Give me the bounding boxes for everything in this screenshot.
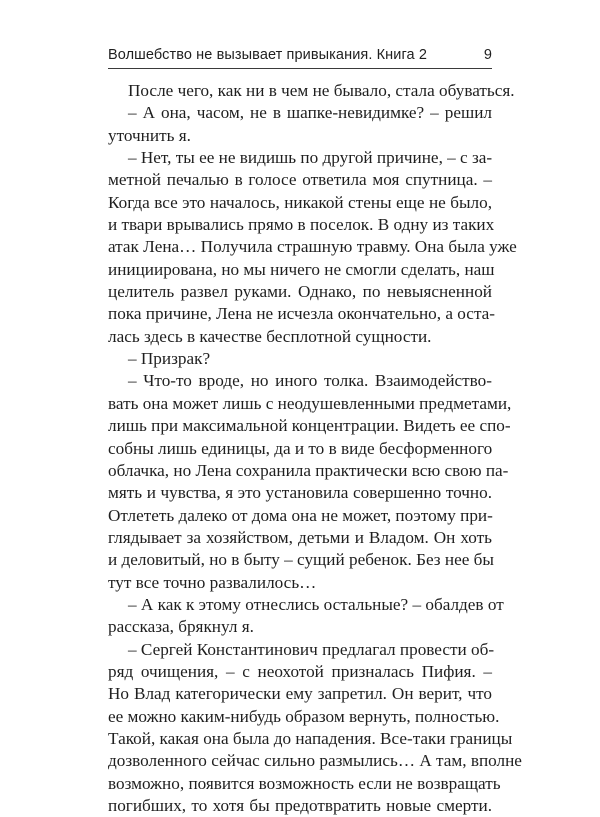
book-title: Волшебство не вызывает привыкания. Книга 2 [108, 47, 427, 63]
text-line: метной печалью в голосе ответила моя спутница. – [108, 170, 492, 190]
text-line: пока причине, Лена не исчезла окончательно, а оста- [108, 304, 496, 324]
text-line: вать она может лишь с неодушевленными предметами, [108, 393, 512, 413]
text-line: уточнить я. [108, 125, 191, 145]
text-line: и твари врывались прямо в поселок. В одну из таких [108, 215, 495, 235]
text-line: лишь при максимальной концентрации. Видеть ее спо- [108, 416, 511, 436]
text-line: – А она, часом, не в шапке-невидимке? – решил [128, 103, 492, 123]
text-line: глядывает за хозяйством, детьми и Владом. Он хоть [108, 527, 492, 547]
text-line: собны лишь единицы, да и то в виде бесформенного [108, 438, 493, 458]
text-line: дозволенного сейчас сильно размылись… А там, вполне [108, 751, 522, 771]
text-line: Но Влад категорически ему запретил. Он верит, что [108, 684, 492, 704]
page-number: 9 [483, 47, 492, 63]
header-rule [108, 68, 492, 69]
text-line: – Призрак? [128, 349, 211, 369]
text-line: погибших, то хотя бы предотвратить новые смерти. [108, 796, 492, 815]
text-line: мять и чувства, я это установила совершенно точно. [108, 483, 492, 503]
text-line: – Нет, ты ее не видишь по другой причине, – с за- [128, 148, 493, 168]
text-line: атак Лена… Получила страшную травму. Она была уже [108, 237, 517, 257]
text-line: – Сергей Константинович предлагал провести об- [128, 639, 495, 659]
text-line: возможно, появится возможность если не возвращать [108, 773, 501, 793]
text-line: Такой, какая она была до нападения. Все-таки границы [108, 728, 513, 748]
text-line: ряд очищения, – с неохотой призналась Пифия. – [108, 661, 492, 681]
text-line: – Что-то вроде, но иного толка. Взаимодейство- [128, 371, 492, 391]
text-line: инициирована, но мы ничего не смогли сделать, наш [108, 259, 495, 279]
text-line: целитель развел руками. Однако, по невыясненной [108, 282, 492, 302]
text-line: рассказа, брякнул я. [108, 617, 254, 637]
text-line: и деловитый, но в быту – сущий ребенок. Без нее бы [108, 550, 494, 570]
text-line: – А как к этому отнеслись остальные? – обалдев от [128, 594, 504, 614]
text-line: После чего, как ни в чем не бывало, стала обуваться. [128, 81, 515, 100]
text-line: облачка, но Лена сохранила практически всю свою па- [108, 460, 509, 480]
text-line: лась здесь в качестве бесплотной сущности. [108, 326, 432, 346]
text-line: ее можно каким-нибудь образом вернуть, полностью. [108, 706, 500, 726]
text-line: Когда все это началось, никакой стены еще не было, [108, 192, 492, 212]
text-line: Отлететь далеко от дома она не может, поэтому при- [108, 505, 493, 525]
body-text [108, 80, 522, 817]
text-line: тут все точно развалилось… [108, 572, 317, 592]
